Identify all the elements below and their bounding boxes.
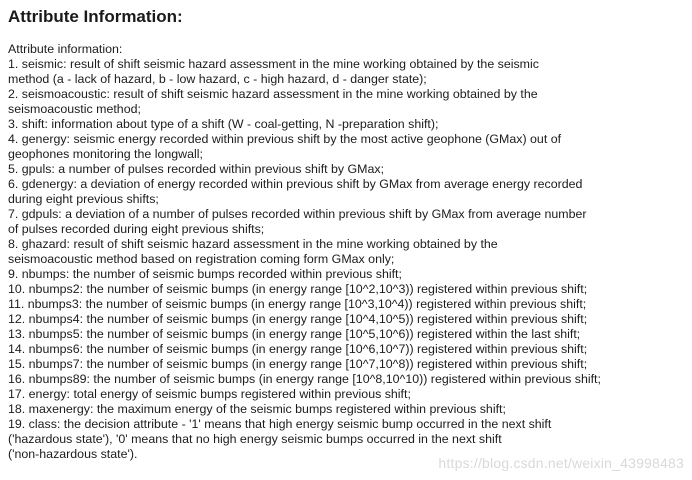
text-line: 7. gdpuls: a deviation of a number of pulses recorded within previous shift by GMax from average number (8, 207, 587, 221)
text-line: 10. nbumps2: the number of seismic bumps (in energy range [10^2,10^3)) registered within previous shift; (8, 282, 588, 296)
text-line: geophones monitoring the longwall; (8, 147, 203, 161)
text-line: 16. nbumps89: the number of seismic bumps (in energy range [10^8,10^10)) registered within previous shift; (8, 372, 601, 386)
text-line: seismoacoustic method; (8, 102, 141, 116)
text-line: 17. energy: total energy of seismic bumps registered within previous shift; (8, 387, 411, 401)
text-line: 2. seismoacoustic: result of shift seismic hazard assessment in the mine working obtained by the (8, 87, 538, 101)
text-line: 9. nbumps: the number of seismic bumps recorded within previous shift; (8, 267, 402, 281)
text-line: ('non-hazardous state'). (8, 447, 138, 461)
text-line: 4. genergy: seismic energy recorded within previous shift by the most active geophone (GMax) out of (8, 132, 562, 146)
text-line: 13. nbumps5: the number of seismic bumps (in energy range [10^5,10^6)) registered within the last shift; (8, 327, 581, 341)
text-line: 1. seismic: result of shift seismic hazard assessment in the mine working obtained by the seismic (8, 57, 539, 71)
text-line: 18. maxenergy: the maximum energy of the seismic bumps registered within previous shift; (8, 402, 506, 416)
section-heading: Attribute Information: (8, 7, 183, 26)
text-line: 6. gdenergy: a deviation of energy recorded within previous shift by GMax from average energy recorded (8, 177, 583, 191)
text-line: method (a - lack of hazard, b - low hazard, c - high hazard, d - danger state); (8, 72, 427, 86)
watermark: https://blog.csdn.net/weixin_43998483 (438, 455, 684, 471)
text-line: during eight previous shifts; (8, 192, 159, 206)
text-line: seismoacoustic method based on registration coming form GMax only; (8, 252, 395, 266)
text-line: 12. nbumps4: the number of seismic bumps (in energy range [10^4,10^5)) registered within previous shift; (8, 312, 588, 326)
text-line: 15. nbumps7: the number of seismic bumps (in energy range [10^7,10^8)) registered within previous shift; (8, 357, 588, 371)
text-line: ('hazardous state'), '0' means that no high energy seismic bumps occurred in the next shift (8, 432, 502, 446)
text-line: 8. ghazard: result of shift seismic hazard assessment in the mine working obtained by the (8, 237, 498, 251)
text-line: 19. class: the decision attribute - '1' means that high energy seismic bump occurred in the next shift (8, 417, 552, 431)
text-line: 14. nbumps6: the number of seismic bumps (in energy range [10^6,10^7)) registered within previous shift; (8, 342, 588, 356)
text-line: 3. shift: information about type of a shift (W - coal-getting, N -preparation shift); (8, 117, 439, 131)
text-line: 5. gpuls: a number of pulses recorded within previous shift by GMax; (8, 162, 385, 176)
intro-line: Attribute information: (8, 42, 123, 56)
text-line: of pulses recorded during eight previous shifts; (8, 222, 265, 236)
text-line: 11. nbumps3: the number of seismic bumps (in energy range [10^3,10^4)) registered within previous shift; (8, 297, 587, 311)
attribute-description (8, 42, 688, 462)
